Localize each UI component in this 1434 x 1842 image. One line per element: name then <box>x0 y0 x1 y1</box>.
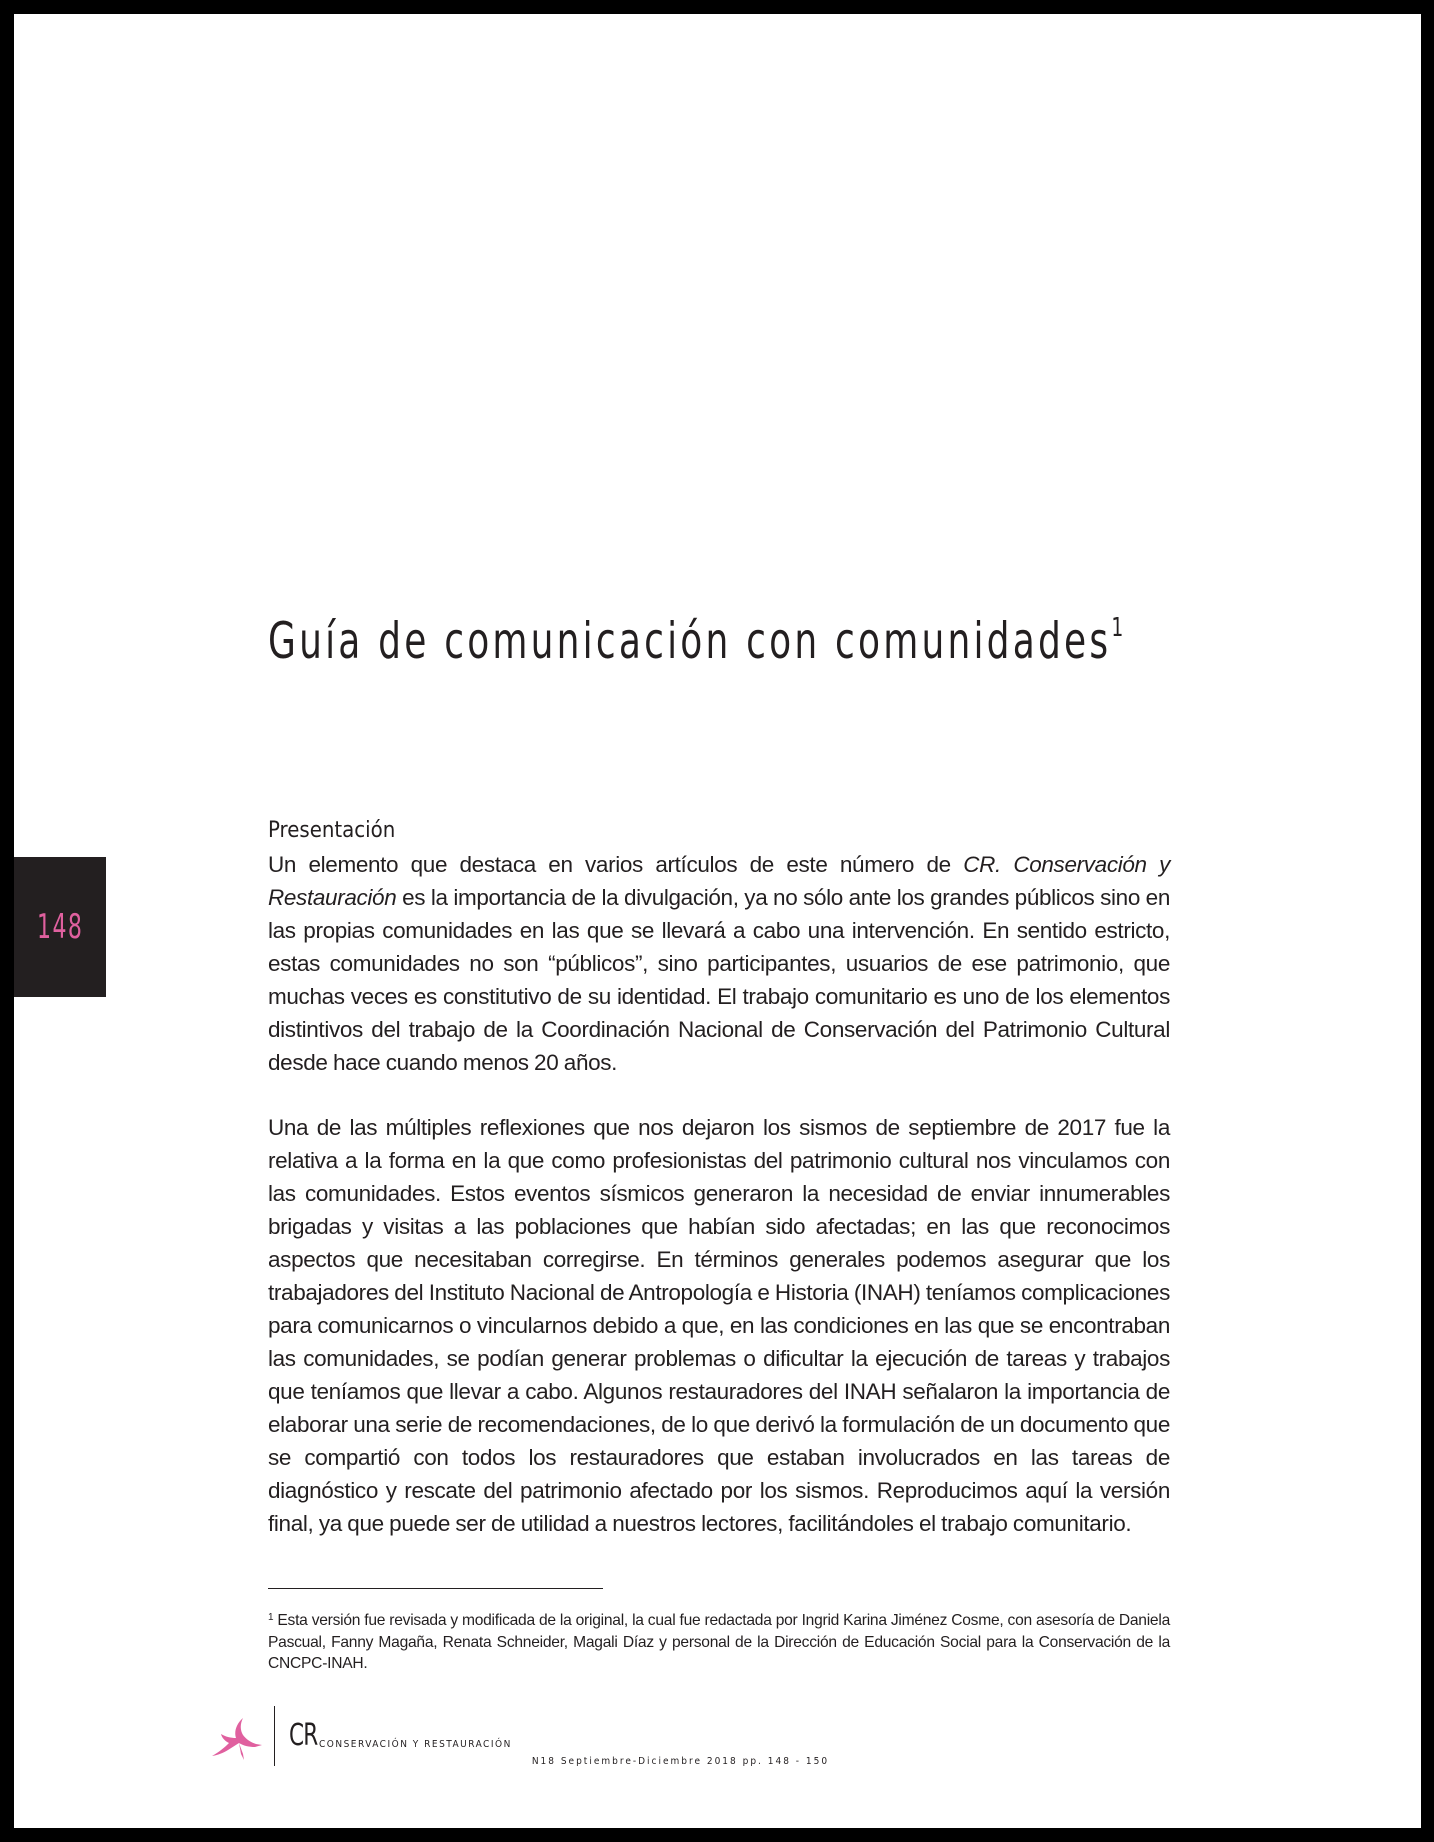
article-title-text: Guía de comunicación con comunidades <box>268 612 1112 670</box>
paragraph-1-text-b: es la importancia de la divulgación, ya no sólo ante los grandes públicos sino en las propias comunidades en las que se llevará a cabo una intervención. En sentido estricto, estas comunidades no son “públicos”, sino participantes, usuarios de ese patrimonio, que muchas veces es constitutivo de su identidad. El trabajo comunitario es uno de los elementos distintivos del trabajo de la Coordinación Nacional de Conservación del Patrimonio Cultural desde hace cuando menos 20 años. <box>268 885 1170 1075</box>
journal-name: CONSERVACIÓN Y RESTAURACIÓN <box>319 1739 512 1750</box>
footnote-marker: 1 <box>268 1612 274 1623</box>
document-page <box>14 14 1421 1828</box>
footnote-text: Esta versión fue revisada y modificada de la original, la cual fue redactada por Ingrid Karina Jiménez Cosme, con asesoría de Daniela Pascual, Fanny Magaña, Renata Schneider, Magali Díaz y personal de la Dirección de Educación Social para la Conservación de la CNCPC-INAH. <box>268 1612 1170 1672</box>
title-footnote-marker[interactable]: 1 <box>1111 613 1124 643</box>
footer-divider <box>274 1706 275 1766</box>
journal-logo <box>289 1718 512 1753</box>
hummingbird-logo-icon <box>210 1710 264 1762</box>
page-footer <box>210 1704 829 1768</box>
article-title <box>268 612 1123 670</box>
section-heading: Presentación <box>268 818 396 843</box>
page-number-tab <box>14 857 106 997</box>
cr-logo-mark: CR <box>289 1718 318 1753</box>
paragraph-1-text-a: Un elemento que destaca en varios artículos de este número de <box>268 852 964 877</box>
footnote <box>268 1607 1170 1675</box>
article-body <box>268 814 1170 1572</box>
paragraph-1 <box>268 848 1170 1079</box>
paragraph-2: Una de las múltiples reflexiones que nos dejaron los sismos de septiembre de 2017 fue la relativa a la forma en la que como profesionistas del patrimonio cultural nos vinculamos con las comunidades. Estos eventos sísmicos generaron la necesidad de enviar innumerables brigadas y visitas a las poblaciones que habían sido afectadas; en las que reconocimos aspectos que necesitaban corregirse. En términos generales podemos asegurar que los trabajadores del Instituto Nacional de Antropología e Historia (INAH) teníamos complicaciones para comunicarnos o vincularnos debido a que, en las condiciones en las que se encontraban las comunidades, se podían generar problemas o dificultar la ejecución de tareas y trabajos que teníamos que llevar a cabo. Algunos restauradores del INAH señalaron la importancia de elaborar una serie de recomendaciones, de lo que derivó la formulación de un documento que se compartió con todos los restauradores que estaban involucrados en las tareas de diagnóstico y rescate del patrimonio afectado por los sismos. Reproducimos aquí la versión final, ya que puede ser de utilidad a nuestros lectores, facilitándoles el trabajo comunitario. <box>268 1115 1170 1536</box>
footnote-divider <box>268 1588 603 1589</box>
journal-title-italic: CR. Conservación y Restauración <box>268 852 1170 910</box>
page-number: 148 <box>36 907 84 947</box>
issue-info: N18 Septiembre-Diciembre 2018 pp. 148 - 150 <box>531 1756 830 1767</box>
